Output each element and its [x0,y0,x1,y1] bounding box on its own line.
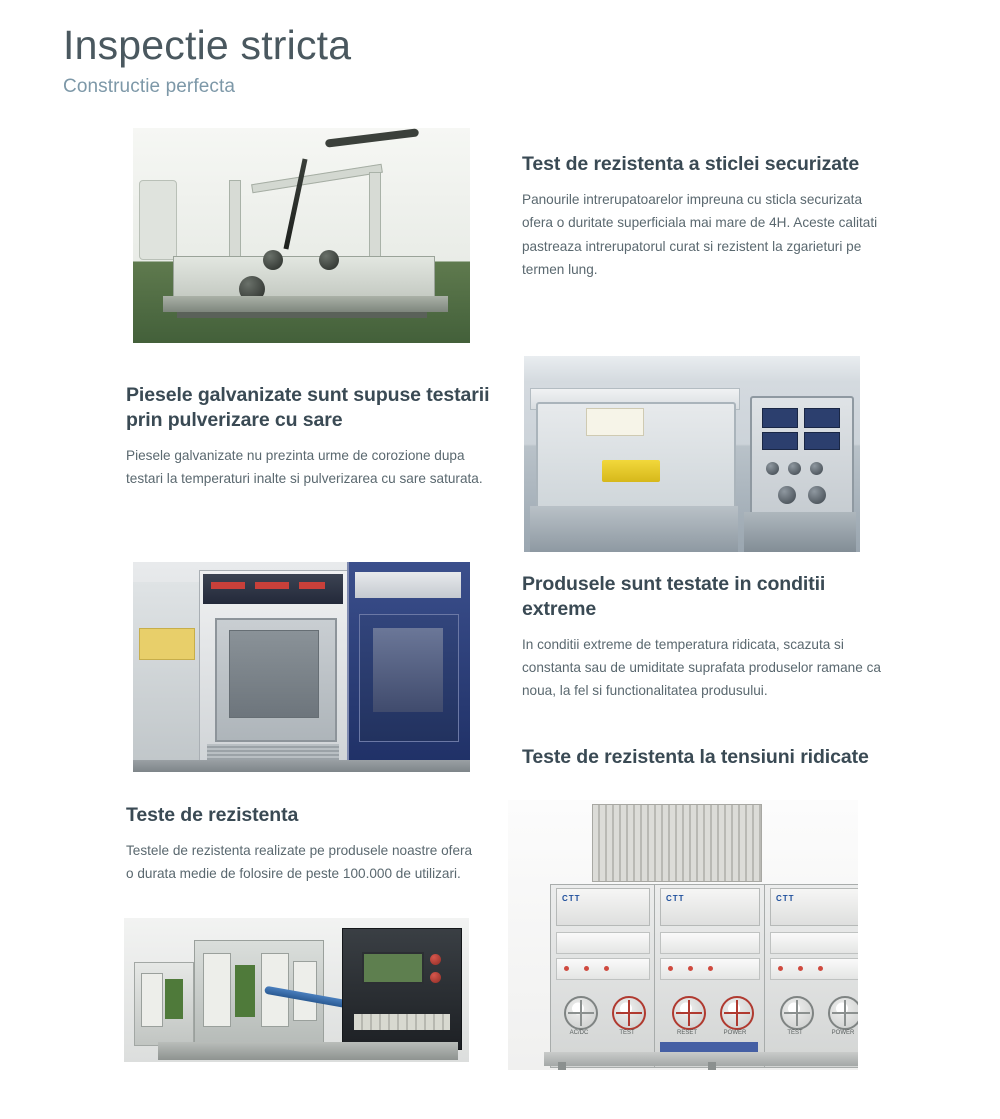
bench-base [158,1042,458,1060]
lab-floor [133,760,470,772]
indicator-light-9 [818,966,823,971]
section-high-voltage-tests [522,745,890,770]
cabinet-footer-label [660,1042,758,1052]
section-title: Teste de rezistenta la tensiuni ridicate [522,746,869,768]
section-glass-resistance [522,152,890,281]
page-subtitle: Constructie perfecta [63,76,236,98]
controller-terminal-strip [354,1014,450,1030]
section-title: Produsele sunt testate in conditii extreme [522,573,826,620]
meter-row-2 [660,932,760,954]
lab-background-left [133,582,199,772]
cable-bundle-top [592,804,762,882]
panel-base [744,512,856,552]
section-body: In conditii extreme de temperatura ridicata, scazuta si constanta sau de umiditate suprafata produselor ramane ca noua, la fel si functionalitatea produsului. [522,636,881,699]
indicator-light-2 [584,966,589,971]
chamber-body [530,506,738,552]
indicator-light-6 [708,966,713,971]
photo-endurance-bench [124,918,469,1062]
photo-bend-test-rig [133,128,470,343]
meter-row-4 [556,958,650,980]
controller-button-1 [430,954,441,965]
section-endurance-tests [126,803,481,886]
panel-knob-5 [808,486,826,504]
control-panel [750,396,854,516]
control-wheel-1 [564,996,598,1030]
section-title: Test de rezistenta a sticlei securizate [522,153,860,175]
indicator-light-4 [668,966,673,971]
cabinet-plinth [544,1052,858,1066]
chamber-label [586,408,644,436]
chamber-window [229,630,319,718]
cabinet-logo-2: CTT [666,894,685,903]
meter-row-3 [770,932,858,954]
wheel-caption-6: POWER [831,1030,855,1036]
controller-button-2 [430,972,441,983]
blue-unit-window [373,628,443,712]
bend-bench-edge [177,312,427,318]
controller-unit [342,928,462,1050]
cabinet-logo-3: CTT [776,894,795,903]
wheel-caption-3: RESET [676,1030,697,1036]
meter-row-1 [556,932,650,954]
indicator-light-1 [564,966,569,971]
wheel-caption-1: AC/DC [569,1030,589,1036]
fixture-module-4 [235,965,255,1017]
panel-led-1 [211,582,245,589]
section-title: Piesele galvanizate sunt supuse testarii prin pulverizare cu sare [126,384,490,431]
panel-display-3 [762,432,798,450]
indicator-light-7 [778,966,783,971]
cabinet-logo-1: CTT [562,894,581,903]
cabinet-leg-2 [708,1062,716,1070]
panel-knob-4 [778,486,796,504]
controller-display [362,952,424,984]
panel-led-3 [299,582,325,589]
indicator-light-3 [604,966,609,971]
indicator-light-8 [798,966,803,971]
panel-display-4 [804,432,840,450]
lab-background-object [139,628,195,660]
section-title: Teste de rezistenta [126,804,299,826]
bend-knob-2 [319,250,339,270]
panel-display-2 [804,408,840,428]
meter-row-6 [770,958,858,980]
section-body: Testele de rezistenta realizate pe produsele noastre ofera o durata medie de folosire de peste 100.000 de utilizari. [126,842,473,882]
chamber-control-panel [203,574,343,604]
bend-disc-part [139,180,177,260]
test-fixture-left [134,962,194,1046]
control-wheel-4 [720,996,754,1030]
section-extreme-conditions [522,572,890,703]
chamber-sample-tray [602,460,660,482]
control-wheel-3 [672,996,706,1030]
control-wheel-6 [828,996,858,1030]
control-wheel-2 [612,996,646,1030]
wheel-caption-5: TEST [787,1030,803,1036]
cabinet-leg-1 [558,1062,566,1070]
panel-display-1 [762,408,798,428]
bend-knob-1 [263,250,283,270]
fixture-module-3 [203,953,231,1027]
page-title: Inspectie stricta [63,22,352,68]
wheel-caption-4: POWER [723,1030,747,1036]
fixture-module-2 [165,979,183,1019]
photo-salt-spray-chamber [524,356,860,552]
panel-knob-2 [788,462,801,475]
section-body: Panourile intrerupatoarelor impreuna cu sticla securizata ofera o duritate superficiala mai mare de 4H. Aceste calitati pastreaza intrerupatorul curat si rezistent la zgarieturi pe termen lung. [522,191,878,277]
section-body: Piesele galvanizate nu prezinta urme de corozione dupa testari la temperaturi inalte si pulverizarea cu sare saturata. [126,447,483,486]
photo-background [133,128,470,261]
section-galvanized-parts [126,383,496,490]
photo-high-voltage-cabinets [508,800,858,1070]
page-header [63,22,763,98]
fixture-module-1 [141,973,163,1027]
panel-led-2 [255,582,289,589]
photo-background [524,356,860,382]
panel-knob-3 [810,462,823,475]
control-wheel-5 [780,996,814,1030]
bend-base-rail [163,296,448,312]
panel-knob-1 [766,462,779,475]
blue-unit-panel [355,572,461,598]
indicator-light-5 [688,966,693,971]
photo-climate-chamber [133,562,470,772]
wheel-caption-2: TEST [619,1030,635,1036]
